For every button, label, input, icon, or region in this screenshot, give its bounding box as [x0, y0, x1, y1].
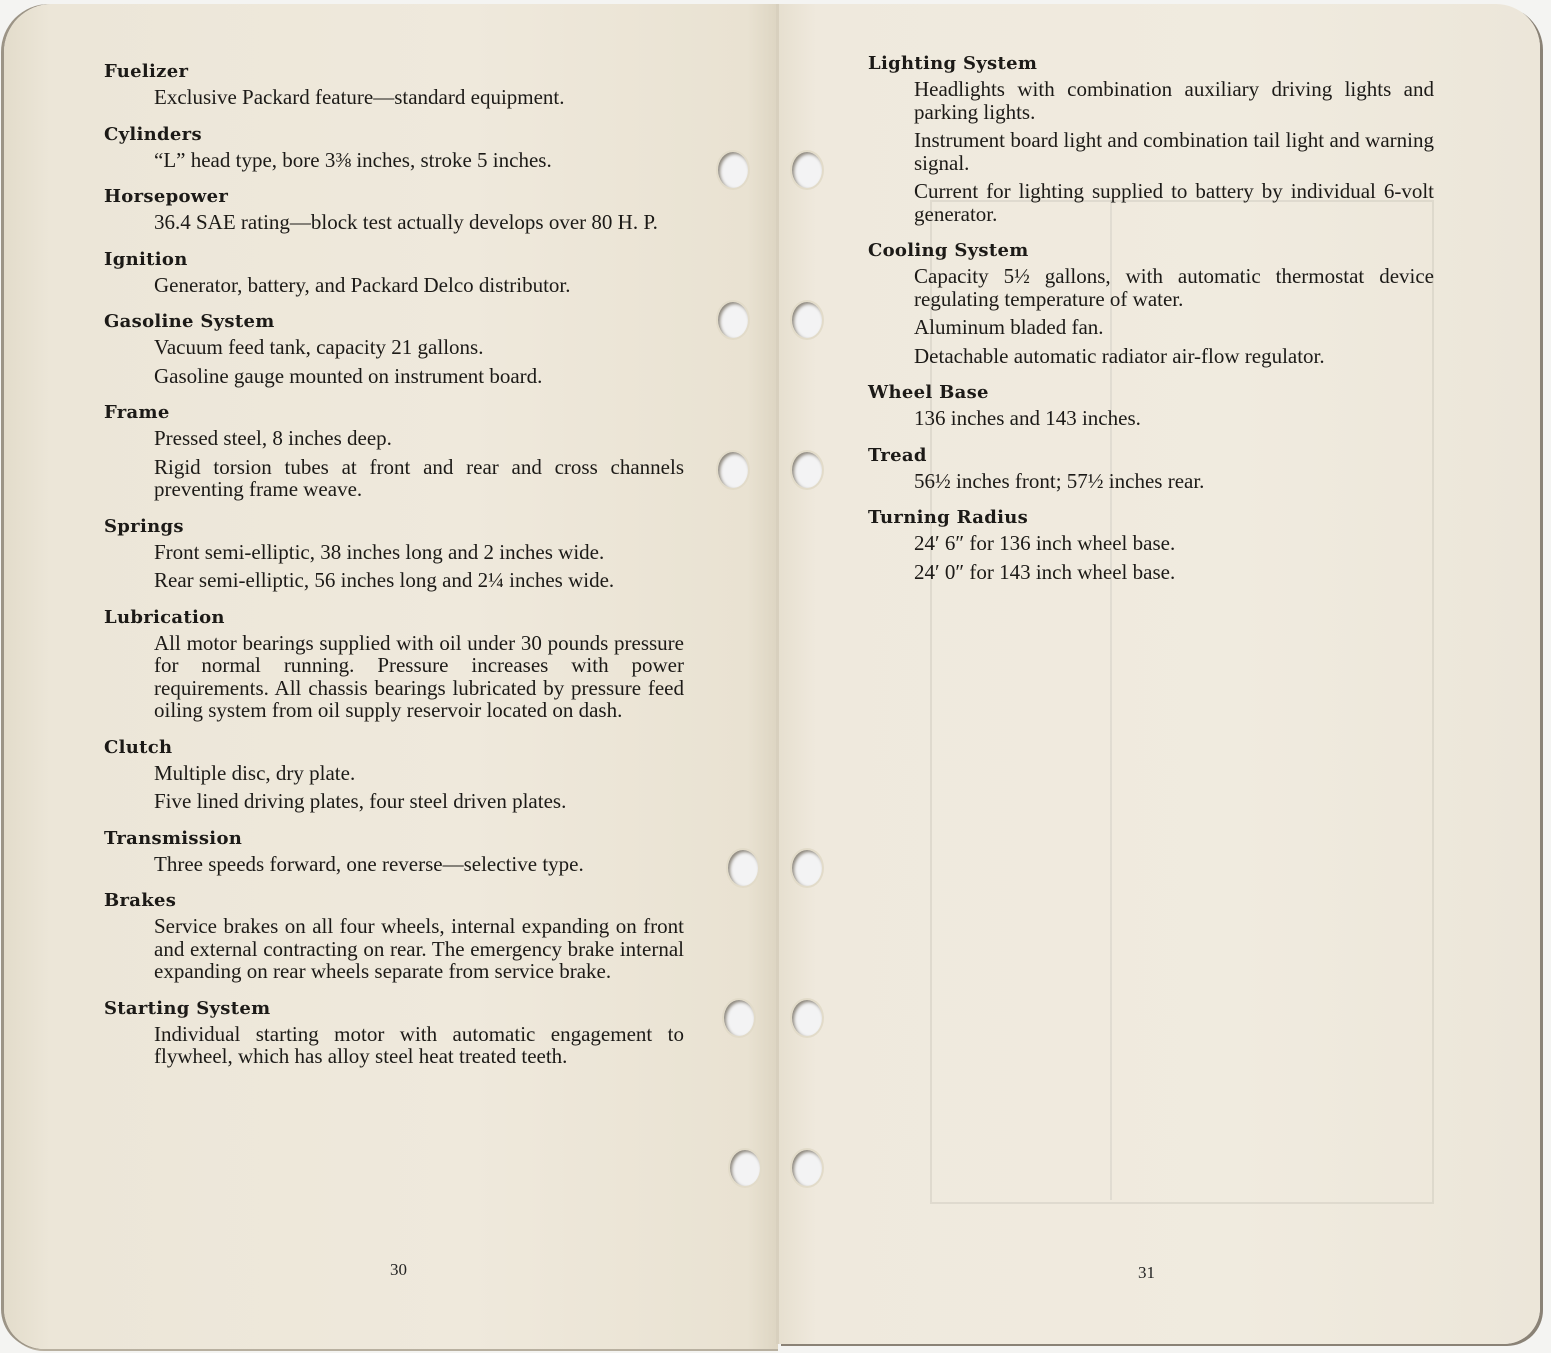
- section-paragraph: 36.4 SAE rating—block test actually develops over 80 H. P.: [154, 210, 658, 234]
- section-heading: Brakes: [104, 890, 177, 911]
- spec-section: [868, 381, 1434, 430]
- section-paragraph: Rigid torsion tubes at front and rear and cross channels preventing frame weave.: [154, 454, 684, 501]
- spec-section: [104, 889, 684, 983]
- section-heading: Tread: [868, 444, 927, 466]
- section-paragraph: Multiple disc, dry plate.: [154, 760, 356, 785]
- section-heading: Fuelizer: [104, 61, 189, 82]
- section-paragraph: Individual starting motor with automatic engagement to flywheel, which has alloy steel heat treated teeth.: [154, 1021, 684, 1068]
- section-heading: Horsepower: [104, 186, 229, 207]
- binder-hole-icon: [792, 152, 822, 188]
- section-paragraph: 56½ inches front; 57½ inches rear.: [914, 468, 1205, 493]
- left-page-content: [104, 60, 684, 1082]
- binder-hole-icon: [728, 850, 758, 886]
- spec-section: [104, 827, 684, 876]
- binder-hole-icon: [718, 152, 748, 188]
- page-number-right: 31: [1138, 1263, 1155, 1282]
- spec-section: [104, 310, 684, 387]
- section-heading: Gasoline System: [104, 311, 275, 332]
- section-paragraph: Five lined driving plates, four steel driven plates.: [154, 789, 567, 813]
- spec-section: [868, 444, 1434, 493]
- spec-section: [868, 506, 1434, 583]
- section-paragraph: Current for lighting supplied to battery by individual 6-volt generator.: [914, 179, 1434, 226]
- section-paragraph: Service brakes on all four wheels, internal expanding on front and external contracting on rear. The emergency brake internal expanding on rear wheels separate from service brake.: [154, 914, 684, 983]
- binder-hole-icon: [792, 850, 822, 886]
- section-paragraph: Gasoline gauge mounted on instrument board.: [154, 363, 543, 388]
- spec-section: [104, 123, 684, 172]
- spec-section: [104, 401, 684, 501]
- binder-hole-icon: [792, 452, 822, 488]
- section-paragraph: Exclusive Packard feature—standard equipment.: [154, 85, 565, 109]
- section-paragraph: Instrument board light and combination tail light and warning signal.: [914, 128, 1434, 175]
- section-paragraph: Three speeds forward, one reverse—selective type.: [154, 851, 584, 876]
- section-paragraph: Aluminum bladed fan.: [914, 315, 1104, 339]
- section-paragraph: Vacuum feed tank, capacity 21 gallons.: [154, 335, 484, 359]
- binder-hole-icon: [718, 302, 748, 338]
- section-heading: Transmission: [104, 827, 243, 849]
- spec-section: [104, 606, 684, 722]
- binder-hole-icon: [718, 452, 748, 488]
- section-heading: Cooling System: [868, 240, 1029, 261]
- spec-section: [104, 248, 684, 297]
- section-heading: Springs: [104, 515, 184, 537]
- spec-section: [104, 515, 684, 592]
- section-heading: Ignition: [104, 248, 188, 270]
- section-heading: Starting System: [104, 997, 271, 1019]
- section-paragraph: Pressed steel, 8 inches deep.: [154, 426, 392, 450]
- page-number-left: 30: [390, 1260, 407, 1279]
- spec-section: [104, 60, 684, 109]
- binder-hole-icon: [792, 1150, 822, 1186]
- binder-hole-icon: [792, 302, 822, 338]
- binder-hole-icon: [792, 1000, 822, 1036]
- spec-section: [104, 736, 684, 813]
- section-heading: Wheel Base: [868, 382, 989, 403]
- section-paragraph: Front semi-elliptic, 38 inches long and 2 inches wide.: [154, 539, 605, 564]
- spec-section: [868, 52, 1434, 225]
- section-paragraph: 24′ 6″ for 136 inch wheel base.: [914, 531, 1176, 555]
- section-heading: Clutch: [104, 736, 173, 758]
- section-heading: Lighting System: [868, 53, 1038, 74]
- binder-hole-icon: [724, 1000, 754, 1036]
- section-paragraph: “L” head type, bore 3⅜ inches, stroke 5 inches.: [154, 147, 552, 172]
- section-heading: Cylinders: [104, 123, 202, 145]
- spec-section: [868, 239, 1434, 367]
- section-heading: Lubrication: [104, 606, 225, 628]
- section-paragraph: Headlights with combination auxiliary driving lights and parking lights.: [914, 77, 1434, 124]
- section-heading: Turning Radius: [868, 507, 1029, 528]
- section-paragraph: Detachable automatic radiator air-flow regulator.: [914, 343, 1325, 368]
- section-paragraph: Capacity 5½ gallons, with automatic thermostat device regulating temperature of water.: [914, 264, 1434, 311]
- section-paragraph: Generator, battery, and Packard Delco distributor.: [154, 272, 571, 297]
- section-paragraph: All motor bearings supplied with oil under 30 pounds pressure for normal running. Pressure increases with power requirements. All chassis bearings lubricated by pressure feed oiling system from oil supply reservoir located on dash.: [154, 630, 684, 722]
- spec-section: [104, 185, 684, 234]
- binder-hole-icon: [730, 1150, 760, 1186]
- right-page-content: [868, 52, 1434, 597]
- binding-gutter: [776, 4, 779, 1344]
- section-paragraph: Rear semi-elliptic, 56 inches long and 2¼ inches wide.: [154, 568, 615, 592]
- section-paragraph: 136 inches and 143 inches.: [914, 406, 1141, 430]
- section-heading: Frame: [104, 402, 170, 423]
- spec-section: [104, 997, 684, 1068]
- section-paragraph: 24′ 0″ for 143 inch wheel base.: [914, 559, 1176, 584]
